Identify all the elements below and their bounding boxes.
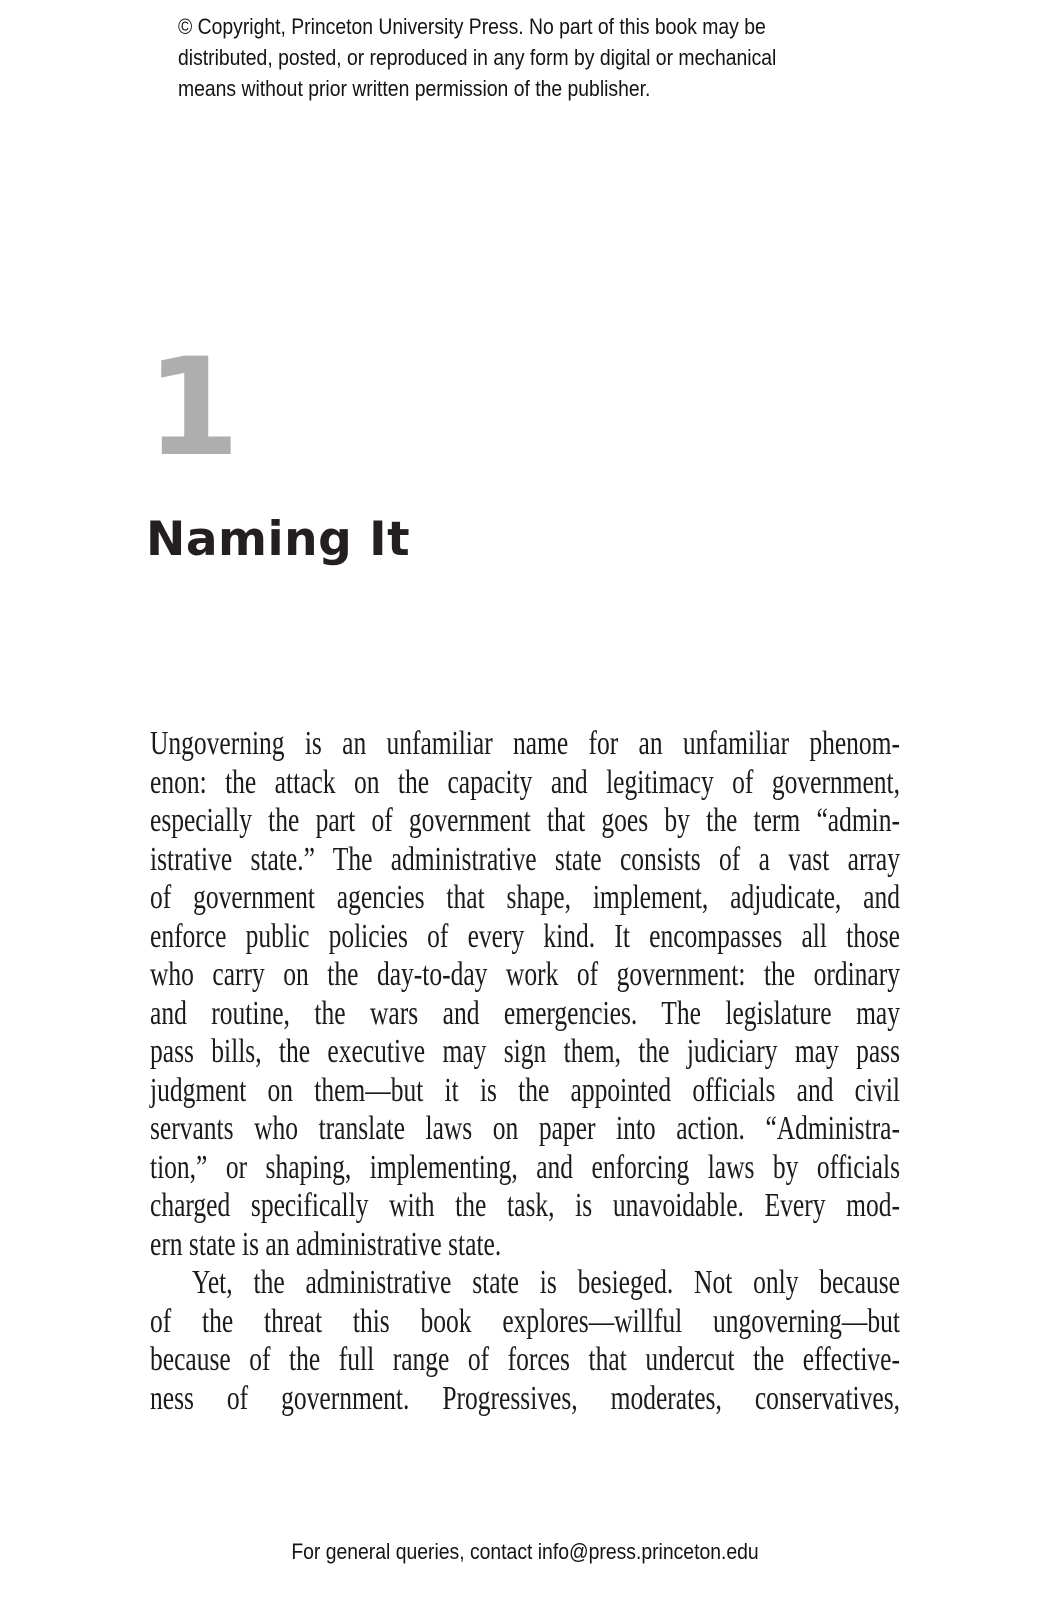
copyright-line: distributed, posted, or reproduced in any form by digital or mechanical: [178, 45, 777, 70]
body-text: [150, 725, 900, 1418]
footer-contact-note: For general queries, contact info@press.princeton.edu: [291, 1539, 759, 1564]
body-line: istrative state.” The administrative state consists of a vast array: [150, 840, 900, 878]
body-line: Yet, the administrative state is besieged. Not only because: [192, 1264, 900, 1301]
body-line: pass bills, the executive may sign them, the judiciary may pass: [150, 1033, 900, 1070]
body-line: enon: the attack on the capacity and legitimacy of government,: [150, 763, 900, 801]
copyright-line: means without prior written permission of the publisher.: [178, 76, 651, 101]
body-line: ness of government. Progressives, moderates, conservatives,: [150, 1379, 900, 1417]
chapter-number: 1: [146, 329, 240, 486]
body-line: and routine, the wars and emergencies. The legislature may: [150, 994, 900, 1032]
body-paragraph: [150, 725, 900, 1264]
body-line: servants who translate laws on paper into action. “Administra-: [150, 1110, 900, 1147]
body-line: Ungoverning is an unfamiliar name for an unfamiliar phenom-: [150, 725, 900, 762]
body-line: charged specifically with the task, is unavoidable. Every mod-: [150, 1187, 900, 1224]
body-line: judgment on them—but it is the appointed officials and civil: [150, 1071, 900, 1109]
body-line: because of the full range of forces that undercut the effective-: [150, 1341, 900, 1378]
chapter-title: Naming It: [146, 512, 411, 567]
copyright-line: © Copyright, Princeton University Press. No part of this book may be: [178, 14, 766, 39]
body-line: of government agencies that shape, implement, adjudicate, and: [150, 879, 900, 916]
body-line: especially the part of government that goes by the term “admin-: [150, 802, 900, 839]
body-line: enforce public policies of every kind. It encompasses all those: [150, 917, 900, 955]
body-line: tion,” or shaping, implementing, and enforcing laws by officials: [150, 1148, 900, 1186]
body-line: ern state is an administrative state.: [150, 1225, 502, 1263]
copyright-notice: [178, 11, 882, 104]
body-paragraph: [150, 1264, 900, 1418]
body-line: of the threat this book explores—willful ungoverning—but: [150, 1302, 900, 1340]
body-line: who carry on the day-to-day work of government: the ordinary: [150, 956, 900, 993]
